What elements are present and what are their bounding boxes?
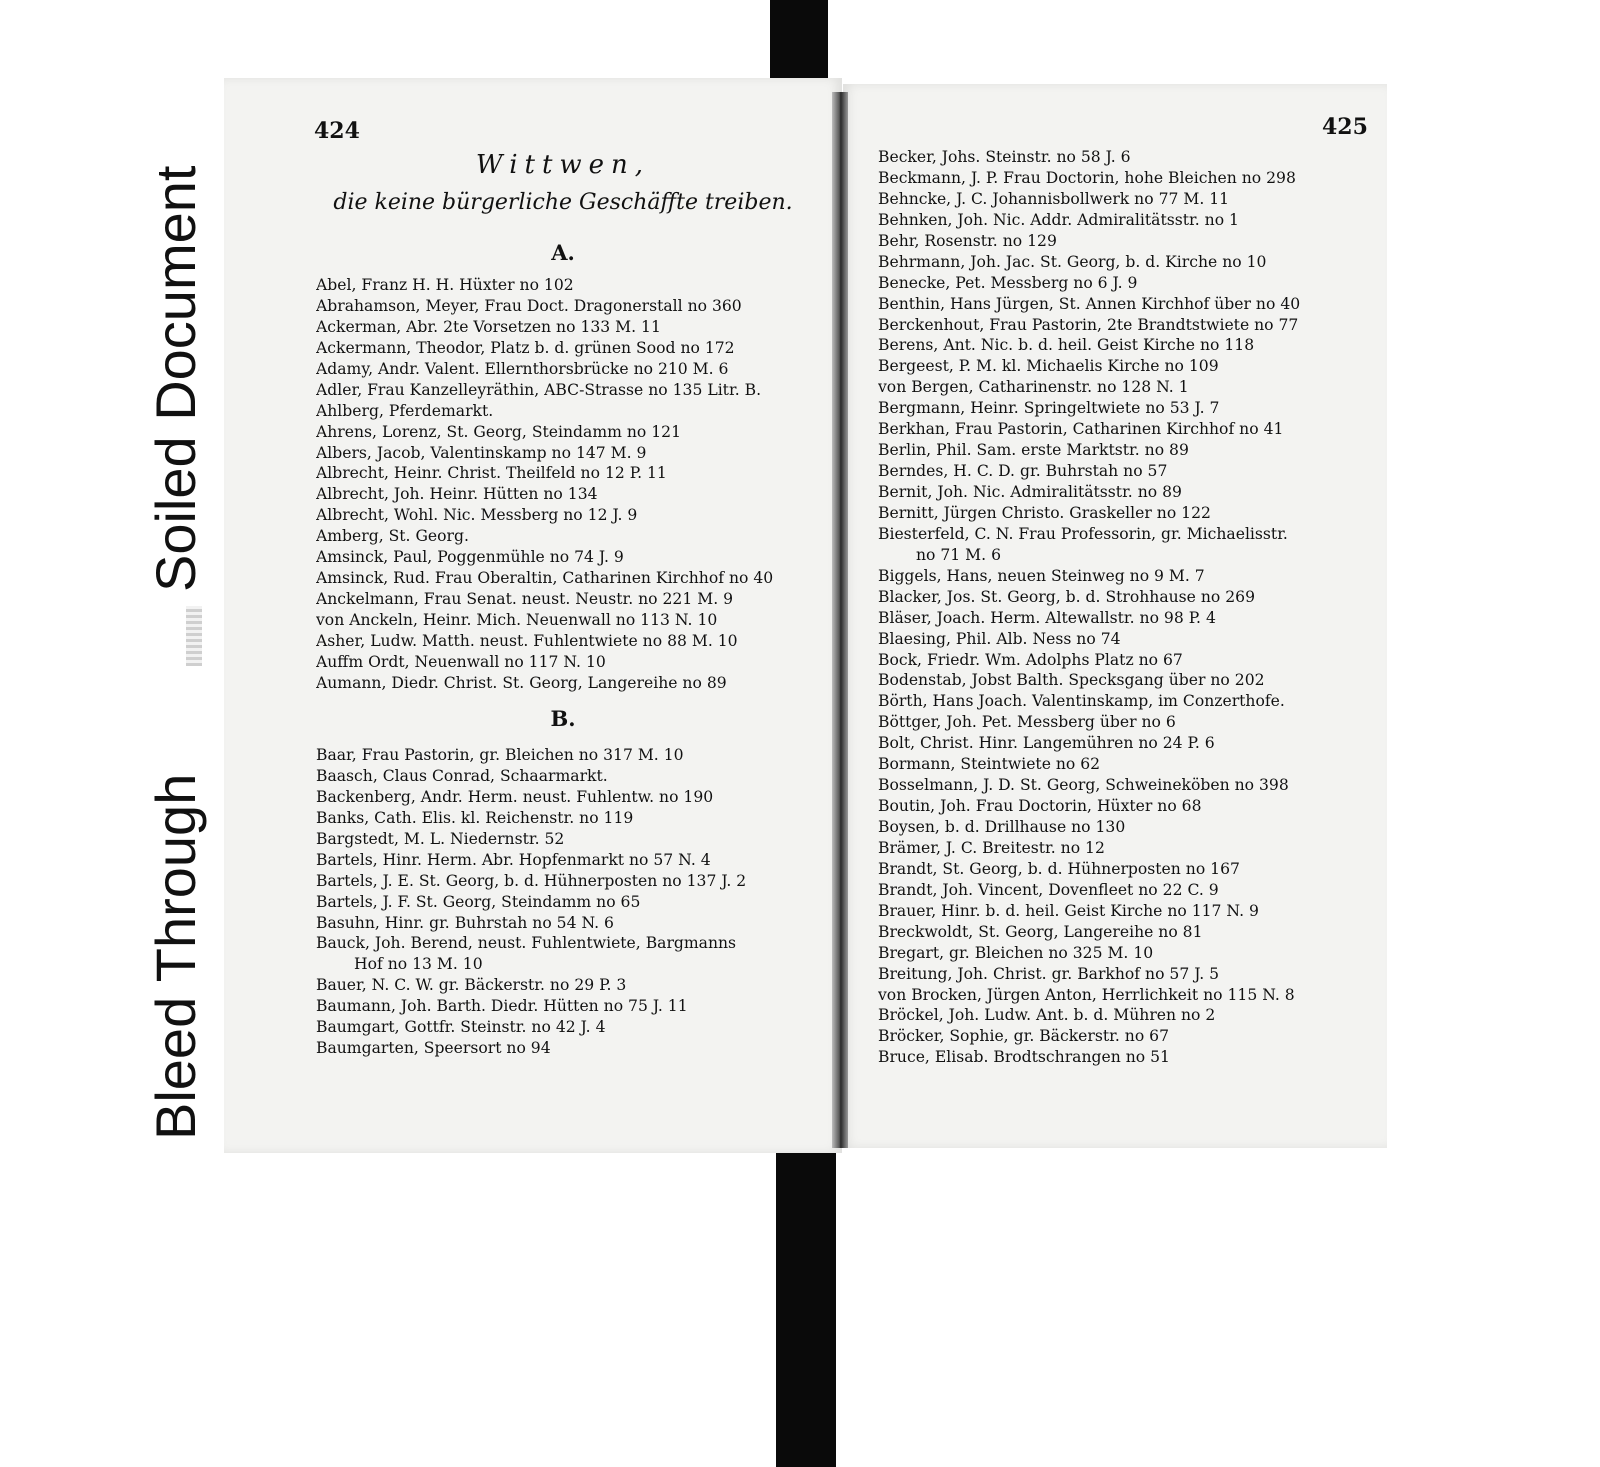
list-entry: Bläser, Joach. Herm. Altewallstr. no 98 P. 4 xyxy=(878,608,1216,627)
list-entry: Bröckel, Joh. Ludw. Ant. b. d. Mühren no 2 xyxy=(878,1006,1216,1025)
soiled-document-text: Soiled Document xyxy=(144,165,207,592)
list-entry: Baar, Frau Pastorin, gr. Bleichen no 317 M. 10 xyxy=(316,746,684,764)
list-entry: Ahrens, Lorenz, St. Georg, Steindamm no 121 xyxy=(316,422,681,441)
list-entry: Auffm Ordt, Neuenwall no 117 N. 10 xyxy=(316,652,606,671)
list-entry: Baasch, Claus Conrad, Schaarmarkt. xyxy=(316,766,608,785)
list-entry: Biggels, Hans, neuen Steinweg no 9 M. 7 xyxy=(878,566,1205,585)
list-entry: Behnken, Joh. Nic. Addr. Admiralitätsstr. no 1 xyxy=(878,210,1239,229)
list-entry: Bormann, Steintwiete no 62 xyxy=(878,755,1101,774)
list-entry: Banks, Cath. Elis. kl. Reichenstr. no 119 xyxy=(316,808,634,827)
list-entry: Berens, Ant. Nic. b. d. heil. Geist Kirche no 118 xyxy=(878,336,1255,355)
list-entry: Bartels, J. F. St. Georg, Steindamm no 65 xyxy=(316,892,641,911)
list-entry: Bartels, J. E. St. Georg, b. d. Hühnerposten no 137 J. 2 xyxy=(316,871,747,890)
list-entry: Adler, Frau Kanzelleyräthin, ABC-Strasse no 135 Litr. B. xyxy=(316,380,762,399)
list-entry: Bernitt, Jürgen Christo. Graskeller no 122 xyxy=(878,503,1211,522)
list-entry: Bolt, Christ. Hinr. Langemühren no 24 P. 6 xyxy=(878,734,1215,753)
list-entry: Baumgart, Gottfr. Steinstr. no 42 J. 4 xyxy=(316,1018,606,1037)
section-heading-b: B. xyxy=(550,706,576,731)
book-gutter xyxy=(832,92,848,1148)
entry-list-a xyxy=(316,275,816,694)
list-entry: Bargstedt, M. L. Niedernstr. 52 xyxy=(316,829,565,848)
list-entry: Bröcker, Sophie, gr. Bäckerstr. no 67 xyxy=(878,1027,1170,1046)
list-entry: Abel, Franz H. H. Hüxter no 102 xyxy=(316,276,574,294)
list-entry: Albers, Jacob, Valentinskamp no 147 M. 9 xyxy=(316,443,647,462)
list-entry: Boutin, Joh. Frau Doctorin, Hüxter no 68 xyxy=(878,797,1202,816)
list-entry: Behncke, J. C. Johannisbollwerk no 77 M. 11 xyxy=(878,189,1230,208)
list-entry: Aumann, Diedr. Christ. St. Georg, Langereihe no 89 xyxy=(316,673,727,692)
list-entry: Bosselmann, J. D. St. Georg, Schweineköben no 398 xyxy=(878,776,1289,795)
list-entry: Amberg, St. Georg. xyxy=(316,527,469,546)
list-entry: Hof no 13 M. 10 xyxy=(354,955,483,974)
list-entry: Berckenhout, Frau Pastorin, 2te Brandtstwiete no 77 xyxy=(878,315,1299,334)
entry-list-right xyxy=(878,147,1378,1068)
list-entry: Berlin, Phil. Sam. erste Marktstr. no 89 xyxy=(878,441,1189,460)
list-entry: von Bergen, Catharinenstr. no 128 N. 1 xyxy=(878,378,1189,397)
list-entry: Amsinck, Paul, Poggenmühle no 74 J. 9 xyxy=(316,548,624,567)
label-separator-strip xyxy=(186,606,202,666)
list-entry: Albrecht, Joh. Heinr. Hütten no 134 xyxy=(316,485,598,504)
list-entry: Asher, Ludw. Matth. neust. Fuhlentwiete no 88 M. 10 xyxy=(316,631,738,650)
list-entry: Bergeest, P. M. kl. Michaelis Kirche no 109 xyxy=(878,357,1219,376)
list-entry: Abrahamson, Meyer, Frau Doct. Dragonerstall no 360 xyxy=(316,296,742,315)
scan-clip-bar-bottom xyxy=(776,1148,836,1467)
right-page-number: 425 xyxy=(1322,114,1368,140)
bleed-through-text: Bleed Through xyxy=(144,773,207,1140)
list-entry: Bodenstab, Jobst Balth. Specksgang über no 202 xyxy=(878,671,1265,690)
list-entry: Basuhn, Hinr. gr. Buhrstah no 54 N. 6 xyxy=(316,913,614,932)
entry-list-b xyxy=(316,745,816,1059)
list-entry: Bernit, Joh. Nic. Admiralitätsstr. no 89 xyxy=(878,483,1182,501)
list-entry: Brandt, St. Georg, b. d. Hühnerposten no 167 xyxy=(878,859,1240,878)
bleed-through-label xyxy=(131,670,219,1160)
list-entry: Börth, Hans Joach. Valentinskamp, im Conzerthofe. xyxy=(878,692,1285,711)
page-title: Wittwen, xyxy=(475,150,651,180)
list-entry: Becker, Johs. Steinstr. no 58 J. 6 xyxy=(878,148,1131,166)
list-entry: Brämer, J. C. Breitestr. no 12 xyxy=(878,838,1105,857)
list-entry: Breckwoldt, St. Georg, Langereihe no 81 xyxy=(878,922,1203,941)
list-entry: Bergmann, Heinr. Springeltwiete no 53 J. 7 xyxy=(878,399,1220,418)
list-entry: Boysen, b. d. Drillhause no 130 xyxy=(878,818,1126,836)
list-entry: Anckelmann, Frau Senat. neust. Neustr. no 221 M. 9 xyxy=(316,590,734,609)
list-entry: Bartels, Hinr. Herm. Abr. Hopfenmarkt no 57 N. 4 xyxy=(316,850,711,869)
list-entry: Benecke, Pet. Messberg no 6 J. 9 xyxy=(878,273,1138,292)
list-entry: Adamy, Andr. Valent. Ellernthorsbrücke no 210 M. 6 xyxy=(316,359,729,378)
list-entry: von Brocken, Jürgen Anton, Herrlichkeit no 115 N. 8 xyxy=(878,985,1295,1004)
list-entry: Backenberg, Andr. Herm. neust. Fuhlentw. no 190 xyxy=(316,787,714,806)
section-heading-a: A. xyxy=(551,240,575,265)
list-entry: Albrecht, Wohl. Nic. Messberg no 12 J. 9 xyxy=(316,506,638,525)
list-entry: Bregart, gr. Bleichen no 325 M. 10 xyxy=(878,943,1154,962)
list-entry: Ahlberg, Pferdemarkt. xyxy=(316,401,494,420)
left-page-number: 424 xyxy=(314,118,360,144)
list-entry: Benthin, Hans Jürgen, St. Annen Kirchhof über no 40 xyxy=(878,294,1301,313)
list-entry: Behrmann, Joh. Jac. St. Georg, b. d. Kirche no 10 xyxy=(878,252,1267,271)
list-entry: Amsinck, Rud. Frau Oberaltin, Catharinen Kirchhof no 40 xyxy=(316,569,774,588)
list-entry: Blacker, Jos. St. Georg, b. d. Strohhause no 269 xyxy=(878,587,1255,606)
list-entry: Bruce, Elisab. Brodtschrangen no 51 xyxy=(878,1048,1170,1067)
list-entry: no 71 M. 6 xyxy=(916,545,1001,564)
list-entry: Breitung, Joh. Christ. gr. Barkhof no 57 J. 5 xyxy=(878,964,1220,983)
list-entry: Albrecht, Heinr. Christ. Theilfeld no 12 P. 11 xyxy=(316,464,667,483)
list-entry: Brauer, Hinr. b. d. heil. Geist Kirche no 117 N. 9 xyxy=(878,901,1259,920)
list-entry: Brandt, Joh. Vincent, Dovenfleet no 22 C. 9 xyxy=(878,880,1219,899)
list-entry: Ackermann, Theodor, Platz b. d. grünen Sood no 172 xyxy=(316,338,735,357)
list-entry: Bock, Friedr. Wm. Adolphs Platz no 67 xyxy=(878,650,1183,669)
list-entry: Baumgarten, Speersort no 94 xyxy=(316,1039,551,1058)
page-subtitle: die keine bürgerliche Geschäffte treiben. xyxy=(333,190,793,215)
list-entry: Bauck, Joh. Berend, neust. Fuhlentwiete, Bargmanns xyxy=(316,934,737,953)
list-entry: Berkhan, Frau Pastorin, Catharinen Kirchhof no 41 xyxy=(878,420,1284,439)
list-entry: Böttger, Joh. Pet. Messberg über no 6 xyxy=(878,713,1176,732)
soiled-document-label xyxy=(131,52,219,612)
list-entry: Ackerman, Abr. 2te Vorsetzen no 133 M. 11 xyxy=(316,317,661,336)
list-entry: Berndes, H. C. D. gr. Buhrstah no 57 xyxy=(878,462,1168,481)
list-entry: Behr, Rosenstr. no 129 xyxy=(878,231,1057,250)
list-entry: Blaesing, Phil. Alb. Ness no 74 xyxy=(878,629,1121,648)
list-entry: Baumann, Joh. Barth. Diedr. Hütten no 75 J. 11 xyxy=(316,997,688,1016)
list-entry: Bauer, N. C. W. gr. Bäckerstr. no 29 P. 3 xyxy=(316,976,627,995)
list-entry: Beckmann, J. P. Frau Doctorin, hohe Bleichen no 298 xyxy=(878,168,1296,187)
list-entry: von Anckeln, Heinr. Mich. Neuenwall no 113 N. 10 xyxy=(316,611,718,629)
list-entry: Biesterfeld, C. N. Frau Professorin, gr. Michaelisstr. xyxy=(878,524,1288,543)
